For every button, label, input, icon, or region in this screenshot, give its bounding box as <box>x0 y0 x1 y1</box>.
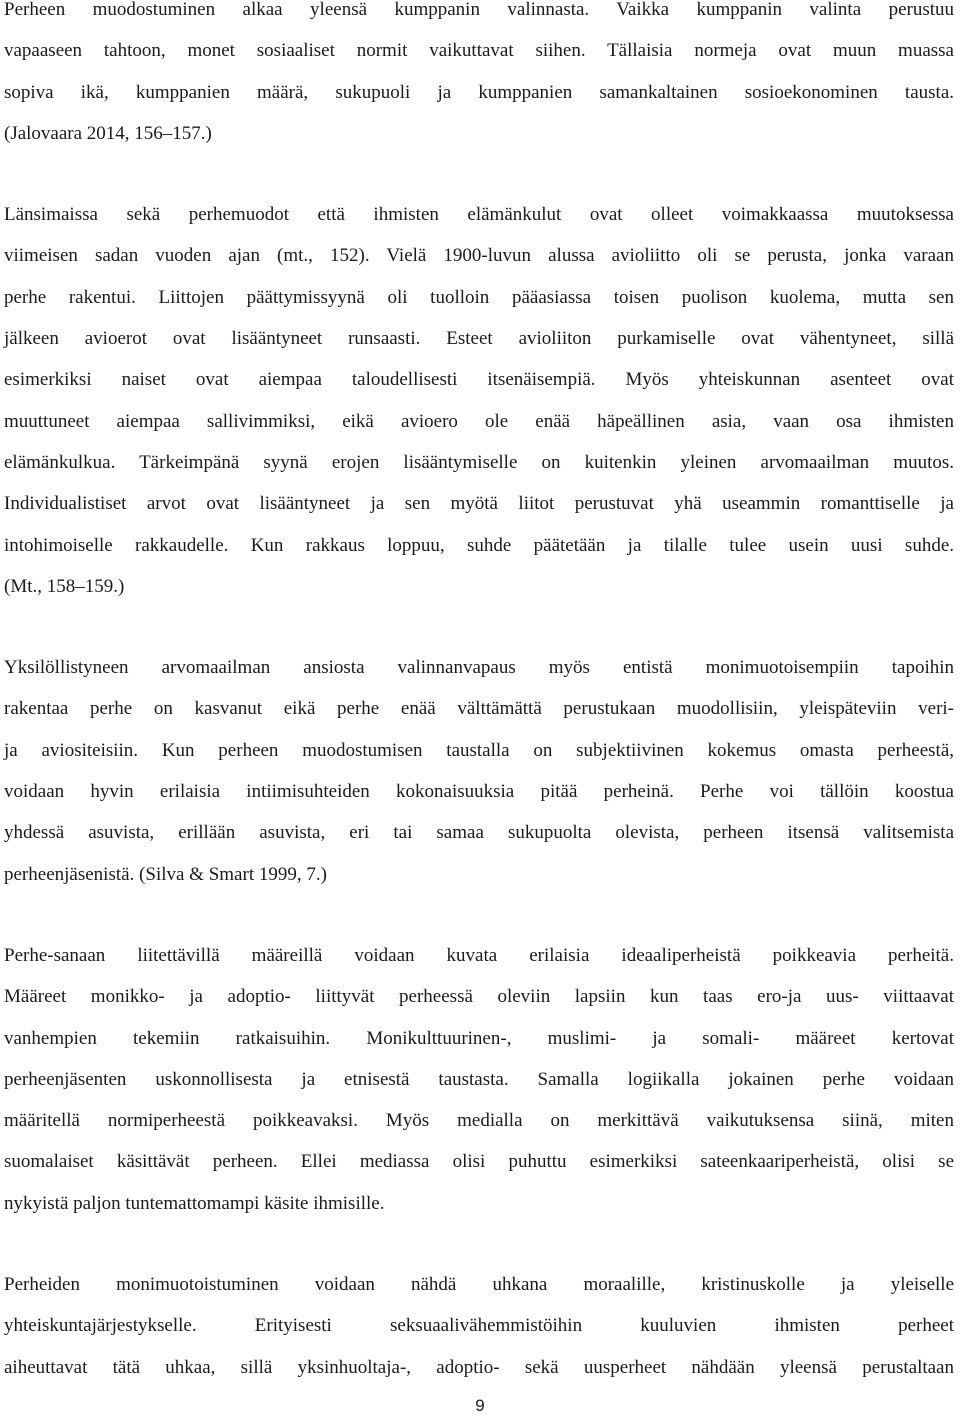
text-line: suomalaiset käsittävät perheen. Ellei mediassa olisi puhuttu esimerkiksi sateenkaariperheistä, olisi se <box>4 1151 954 1173</box>
text-line: (Jalovaara 2014, 156–157.) <box>4 122 212 144</box>
text-line: vapaaseen tahtoon, monet sosiaaliset normit vaikuttavat siihen. Tällaisia normeja ovat muun muassa <box>4 40 954 62</box>
text-line: Individualistiset arvot ovat lisääntyneet ja sen myötä liitot perustuvat yhä useammin romanttiselle ja <box>4 493 954 515</box>
text-line: yhteiskuntajärjestykselle. Erityisesti seksuaalivähemmistöihin kuuluvien ihmisten perheet <box>4 1315 954 1337</box>
text-line: ja aviositeisiin. Kun perheen muodostumisen taustalla on subjektiivinen kokemus omasta perheestä, <box>4 739 954 761</box>
text-line: aiheuttavat tätä uhkaa, sillä yksinhuoltaja-, adoptio- sekä uusperheet nähdään yleensä perustaltaan <box>4 1356 954 1378</box>
document-page <box>4 0 954 1388</box>
text-line: Länsimaissa sekä perhemuodot että ihmisten elämänkulut ovat olleet voimakkaassa muutoksessa <box>4 204 954 226</box>
paragraph-family-forms-change <box>4 194 954 607</box>
text-line: perheenjäsenten uskonnollisesta ja etnisestä taustasta. Samalla logiikalla jokainen perhe voidaan <box>4 1068 954 1090</box>
text-line: rakentaa perhe on kasvanut eikä perhe enää välttämättä perustukaan muodollisiin, yleispäteviin veri- <box>4 698 954 720</box>
paragraph-diversification-threat <box>4 1264 954 1388</box>
text-line: Perheen muodostuminen alkaa yleensä kumppanin valinnasta. Vaikka kumppanin valinta perustuu <box>4 0 954 20</box>
text-line: Perhe-sanaan liitettävillä määreillä voidaan kuvata erilaisia ideaaliperheistä poikkeavia perheitä. <box>4 944 954 966</box>
text-line: nykyistä paljon tuntemattomampi käsite ihmisille. <box>4 1192 385 1214</box>
text-line: sopiva ikä, kumppanien määrä, sukupuoli ja kumppanien samankaltainen sosioekonominen tausta. <box>4 81 954 103</box>
text-line: perheenjäsenistä. (Silva & Smart 1999, 7.) <box>4 863 327 885</box>
text-line: perhe rakentui. Liittojen päättymissyynä oli tuolloin pääasiassa toisen puolison kuolema, mutta sen <box>4 286 954 308</box>
text-line: määritellä normiperheestä poikkeavaksi. Myös medialla on merkittävä vaikutuksensa siinä, miten <box>4 1110 954 1132</box>
text-line: intohimoiselle rakkaudelle. Kun rakkaus loppuu, suhde päätetään ja tilalle tulee usein uusi suhde. <box>4 534 954 556</box>
paragraph-family-qualifiers <box>4 935 954 1224</box>
text-line: elämänkulkua. Tärkeimpänä syynä erojen lisääntymiselle on kuitenkin yleinen arvomaailman muutos. <box>4 451 954 473</box>
text-line: jälkeen avioerot ovat lisääntyneet runsaasti. Esteet avioliiton purkamiselle ovat vähentyneet, sillä <box>4 328 954 350</box>
text-line: viimeisen sadan vuoden ajan (mt., 152). Vielä 1900-luvun alussa avioliitto oli se perusta, jonka varaan <box>4 245 954 267</box>
text-line: voidaan hyvin erilaisia intiimisuhteiden kokonaisuuksia pitää perheinä. Perhe voi tällöin koostua <box>4 781 954 803</box>
text-line: Määreet monikko- ja adoptio- liittyvät perheessä oleviin lapsiin kun taas ero-ja uus- viittaavat <box>4 986 954 1008</box>
text-line: yhdessä asuvista, erillään asuvista, eri tai samaa sukupuolta olevista, perheen itsensä valitsemista <box>4 822 954 844</box>
text-line: (Mt., 158–159.) <box>4 575 125 597</box>
text-line: muuttuneet aiempaa sallivimmiksi, eikä avioero ole enää häpeällinen asia, vaan osa ihmisten <box>4 410 954 432</box>
text-line: vanhempien tekemiin ratkaisuihin. Monikulttuurinen-, muslimi- ja somali- määreet kertovat <box>4 1027 954 1049</box>
text-line: Yksilöllistyneen arvomaailman ansiosta valinnanvapaus myös entistä monimuotoisempiin tapoihin <box>4 657 954 679</box>
paragraph-partner-selection <box>4 0 954 154</box>
text-line: Perheiden monimuotoistuminen voidaan nähdä uhkana moraalille, kristinuskolle ja yleiselle <box>4 1274 954 1296</box>
text-line: esimerkiksi naiset ovat aiempaa taloudellisesti itsenäisempiä. Myös yhteiskunnan asenteet ovat <box>4 369 954 391</box>
page-number: 9 <box>475 1396 485 1415</box>
paragraph-individualized-values <box>4 647 954 895</box>
